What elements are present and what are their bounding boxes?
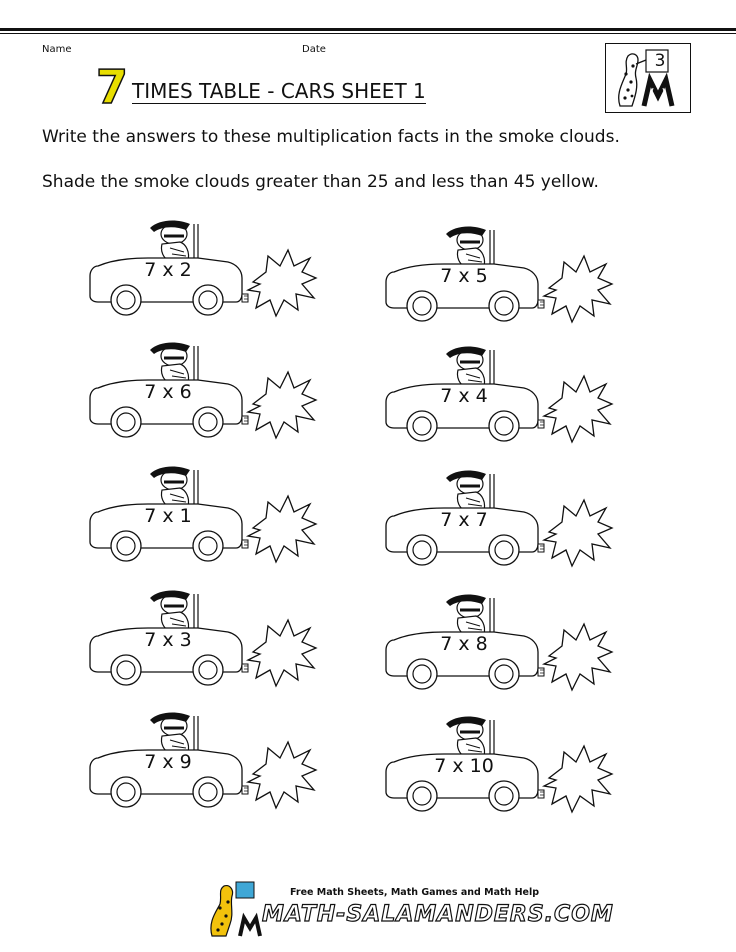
- car-problem: [88, 704, 318, 824]
- car-problem: [384, 708, 614, 828]
- smoke-cloud[interactable]: [248, 620, 316, 686]
- date-label: Date: [302, 44, 326, 55]
- salamander-icon: [204, 878, 264, 938]
- smoke-cloud[interactable]: [544, 746, 612, 812]
- smoke-cloud[interactable]: [544, 624, 612, 690]
- instruction-2: Shade the smoke clouds greater than 25 and less than 45 yellow.: [42, 172, 599, 192]
- multiplication-fact: 7 x 5: [440, 265, 488, 287]
- footer-salamander-logo: [204, 878, 264, 938]
- driver-figure: [446, 471, 486, 510]
- name-label: Name: [42, 44, 72, 55]
- driver-figure: [446, 717, 486, 756]
- title-text: TIMES TABLE - CARS SHEET 1: [132, 79, 426, 103]
- smoke-cloud[interactable]: [248, 250, 316, 316]
- smoke-cloud[interactable]: [248, 496, 316, 562]
- multiplication-fact: 7 x 6: [144, 381, 192, 403]
- driver-figure: [150, 221, 190, 260]
- footer-tagline: Free Math Sheets, Math Games and Math Help: [290, 887, 540, 898]
- instruction-1: Write the answers to these multiplication facts in the smoke clouds.: [42, 127, 620, 147]
- car-problem: [88, 212, 318, 332]
- smoke-cloud[interactable]: [248, 742, 316, 808]
- smoke-cloud[interactable]: [544, 500, 612, 566]
- multiplication-fact: 7 x 10: [434, 755, 494, 777]
- driver-figure: [446, 227, 486, 266]
- grade-number: 3: [654, 51, 666, 71]
- driver-figure: [150, 713, 190, 752]
- driver-figure: [446, 595, 486, 634]
- car-problem: [88, 458, 318, 578]
- smoke-cloud[interactable]: [544, 376, 612, 442]
- car-problem: [88, 334, 318, 454]
- car-problem: [384, 218, 614, 338]
- salamander-icon: [606, 44, 690, 112]
- driver-figure: [150, 343, 190, 382]
- multiplication-fact: 7 x 4: [440, 385, 488, 407]
- multiplication-fact: 7 x 3: [144, 629, 192, 651]
- car-problem: [384, 586, 614, 706]
- multiplication-fact: 7 x 2: [144, 259, 192, 281]
- driver-figure: [446, 347, 486, 386]
- title-number: 7: [96, 60, 129, 114]
- smoke-cloud[interactable]: [248, 372, 316, 438]
- top-rule: [0, 28, 736, 31]
- footer-site-name: MATH-SALAMANDERS.COM: [262, 902, 614, 927]
- grade-logo: [605, 43, 691, 113]
- multiplication-fact: 7 x 7: [440, 509, 488, 531]
- car-problem: [384, 462, 614, 582]
- car-problem: [88, 582, 318, 702]
- driver-figure: [150, 467, 190, 506]
- multiplication-fact: 7 x 8: [440, 633, 488, 655]
- multiplication-fact: 7 x 9: [144, 751, 192, 773]
- top-rule-thin: [0, 33, 736, 34]
- driver-figure: [150, 591, 190, 630]
- car-problem: [384, 338, 614, 458]
- smoke-cloud[interactable]: [544, 256, 612, 322]
- multiplication-fact: 7 x 1: [144, 505, 192, 527]
